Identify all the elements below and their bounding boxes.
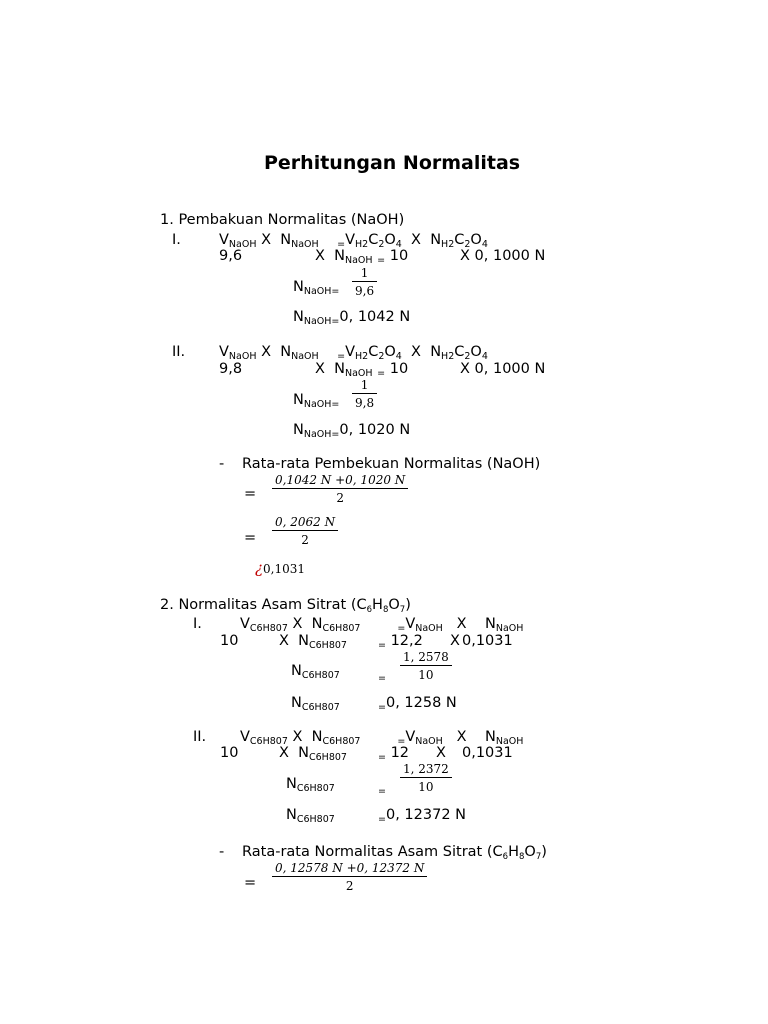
trial-2-volume: 9,8 — [219, 361, 243, 377]
h-letter: H — [372, 597, 383, 613]
s2-trial-2-volume: 10 — [220, 745, 239, 761]
s2-trial-2-rhs: $_=$ 12 — [378, 745, 410, 763]
sub-7: 7 — [399, 605, 406, 615]
o-letter: O — [524, 844, 536, 860]
s2-trial-2-n-label: $N_{C6H807}$ — [286, 776, 335, 794]
s2-trial-1-frac-num: 1, 2578 — [403, 650, 449, 664]
s2-trial-2-label: II. — [193, 729, 207, 745]
s2-trial-2-result-label: $N_{C6H807}$ — [286, 807, 335, 825]
avg-1-result — [255, 561, 305, 577]
avg-1-result-value: 0,1031 — [263, 562, 306, 576]
avg-2-eq: = — [244, 875, 257, 891]
trial-2-frac-den: 9,8 — [355, 396, 375, 410]
avg-1-label: Rata-rata Pembekuan Normalitas (NaOH) — [242, 456, 541, 472]
avg-1-f1-den: 2 — [336, 491, 344, 505]
page-title: Perhitungan Normalitas — [264, 152, 521, 174]
s2-trial-2-fraction — [400, 763, 452, 793]
avg-2-dash: - — [219, 844, 225, 860]
h-letter: H — [508, 844, 519, 860]
avg-1-f2-num: 0, 2062 N — [275, 515, 336, 529]
s2-trial-1-rhs: $_=$ 12,2 — [378, 633, 423, 651]
sub-8: 8 — [382, 605, 389, 615]
avg-1-dash: - — [219, 456, 225, 472]
trial-1-known-n: X 0, 1000 N — [460, 248, 546, 264]
s2-trial-2-result: $_=$0, 12372 N — [378, 807, 466, 825]
s2-trial-2-volume-naoh: 12 — [390, 745, 410, 761]
s2-trial-2-x: X — [436, 745, 446, 761]
fraction-bar — [272, 876, 427, 877]
fraction-bar — [352, 281, 377, 282]
trial-2-n-label: $N_{NaOH=}$ — [293, 392, 340, 410]
s2-trial-1-result: $_=$0, 1258 N — [378, 695, 457, 713]
trial-2-label: II. — [172, 344, 186, 360]
close-paren: ) — [541, 844, 547, 860]
s2-trial-1-equation: $V_{C6H807}$ X $N_{C6H807}$ $_=V_{NaOH}$ X $N_{NaOH}$ — [240, 616, 524, 634]
avg-2-fraction — [272, 862, 427, 892]
trial-2-known-n: X 0, 1000 N — [460, 361, 546, 377]
avg-2-f1-num: 0, 12578 N +0, 12372 N — [275, 861, 425, 875]
s2-trial-2-frac-den: 10 — [418, 780, 434, 794]
sub-7: 7 — [535, 852, 542, 862]
s2-trial-1-n-label: $N_{C6H807}$ — [291, 663, 340, 681]
s2-trial-2-equation: $V_{C6H807}$ X $N_{C6H807}$ $_=V_{NaOH}$ X $N_{NaOH}$ — [240, 729, 524, 747]
trial-2-frac-num: 1 — [360, 378, 369, 392]
s2-trial-1-frac-den: 10 — [418, 668, 434, 682]
trial-1-frac-den: 9,6 — [355, 284, 375, 298]
avg-1-fraction-1 — [272, 474, 408, 504]
s2-trial-1-naoh-n: 0,1031 — [462, 633, 513, 649]
fraction-bar — [352, 393, 377, 394]
avg-1-eq-2: = — [244, 530, 257, 546]
trial-1-volume: 9,6 — [219, 248, 243, 264]
sub-6: 6 — [366, 605, 373, 615]
section-1-heading: 1. Pembakuan Normalitas (NaOH) — [160, 212, 405, 228]
s2-trial-1-volume: 10 — [220, 633, 239, 649]
avg-1-fraction-2 — [272, 516, 338, 546]
trial-2-equation: $V_{NaOH}$ X $N_{NaOH}$ $_=V_{H2}C_2O_4$ X $N_{H2}C_2O_4$ — [219, 344, 488, 362]
trial-1-result-value: 0, 1042 N — [339, 309, 411, 325]
trial-2-fraction — [352, 379, 377, 409]
trial-1-n-term: X $N_{NaOH}$ $_=$ 10 — [315, 248, 409, 266]
avg-2-label-text: Rata-rata Normalitas Asam Sitrat (C — [242, 844, 503, 860]
trial-1-frac-num: 1 — [360, 266, 369, 280]
fraction-bar — [400, 665, 452, 666]
s2-trial-1-eq: = — [378, 673, 386, 684]
s2-trial-1-result-value: 0, 1258 N — [385, 695, 457, 711]
trial-1-equation: $V_{NaOH}$ X $N_{NaOH}$ $_=V_{H2}C_2O_4$ X $N_{H2}C_2O_4$ — [219, 232, 488, 250]
s2-trial-1-volume-naoh: 12,2 — [390, 633, 423, 649]
close-paren: ) — [405, 597, 411, 613]
trial-2-result-value: 0, 1020 N — [339, 422, 411, 438]
trial-1-result: $N_{NaOH=}0$, 1042 N — [293, 309, 411, 327]
o-letter: O — [388, 597, 400, 613]
s2-trial-2-result-value: 0, 12372 N — [385, 807, 466, 823]
s2-trial-1-result-label: $N_{C6H807}$ — [291, 695, 340, 713]
s2-trial-2-frac-num: 1, 2372 — [403, 762, 449, 776]
trial-1-fraction — [352, 267, 377, 297]
avg-1-f1-num: 0,1042 N +0, 1020 N — [275, 473, 406, 487]
trial-1-label: I. — [172, 232, 181, 248]
s2-trial-1-n-term: X $N_{C6H807}$ — [279, 633, 347, 651]
avg-1-glyph: ¿ — [255, 559, 264, 577]
fraction-bar — [272, 488, 408, 489]
sub-8: 8 — [518, 852, 525, 862]
sub-6: 6 — [502, 852, 509, 862]
fraction-bar — [272, 530, 338, 531]
s2-trial-1-label: I. — [193, 616, 202, 632]
fraction-bar — [400, 777, 452, 778]
trial-2-result: $N_{NaOH=}0$, 1020 N — [293, 422, 411, 440]
avg-1-f2-den: 2 — [301, 533, 309, 547]
s2-trial-2-n-term: X $N_{C6H807}$ — [279, 745, 347, 763]
s2-trial-1-x: X — [450, 633, 460, 649]
avg-2-label — [242, 845, 547, 862]
avg-2-f1-den: 2 — [345, 879, 354, 893]
section-2-heading — [160, 598, 411, 615]
trial-1-n-label: $N_{NaOH=}$ — [293, 279, 340, 297]
trial-2-n-term: X $N_{NaOH}$ $_=$ 10 — [315, 361, 409, 379]
avg-1-eq-1: = — [244, 486, 257, 502]
s2-trial-2-naoh-n: 0,1031 — [462, 745, 513, 761]
s2-trial-2-eq: = — [378, 786, 386, 797]
section-2-heading-text: 2. Normalitas Asam Sitrat (C — [160, 597, 367, 613]
s2-trial-1-fraction — [400, 651, 452, 681]
